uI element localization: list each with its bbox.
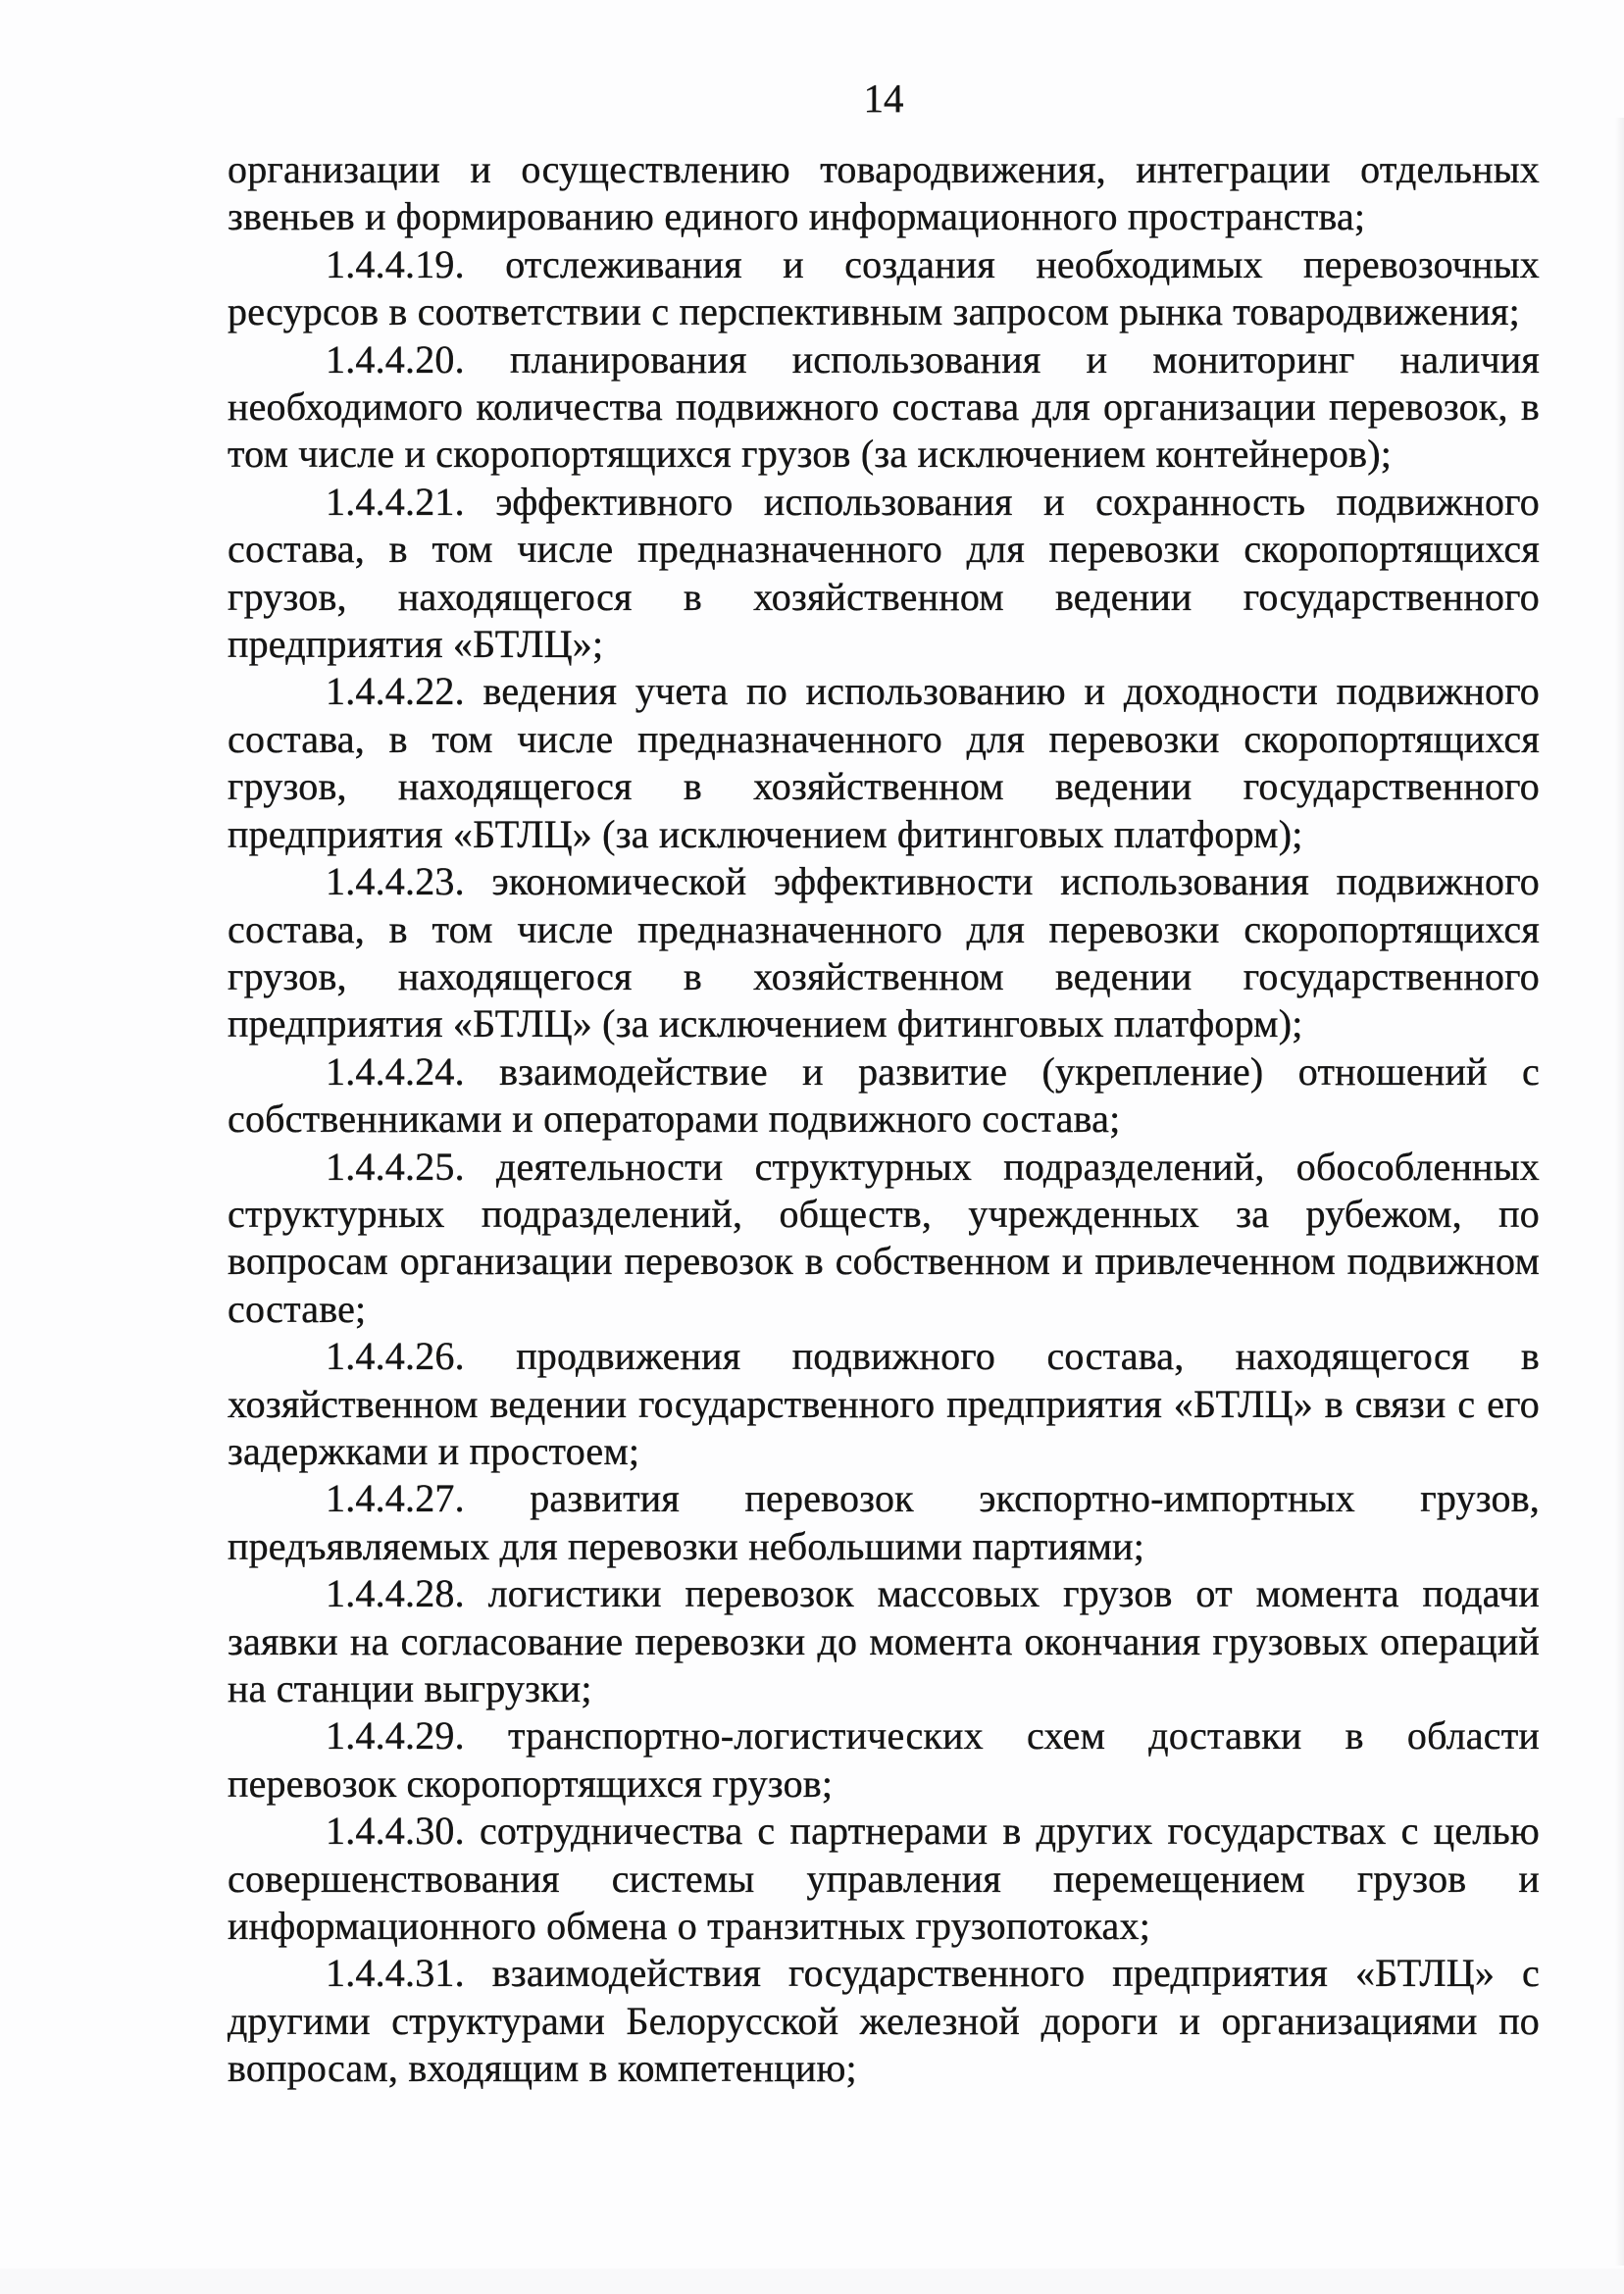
clause-paragraph-1-4-4-20 [228, 336, 1540, 479]
clause-number: 1.4.4.25. [326, 1144, 465, 1189]
clause-number: 1.4.4.21. [326, 479, 465, 524]
clause-number: 1.4.4.27. [326, 1476, 465, 1521]
clause-number: 1.4.4.28. [326, 1571, 465, 1616]
clause-paragraph-1-4-4-29 [228, 1712, 1540, 1808]
page-number: 14 [863, 76, 904, 121]
clause-text: организации и осуществлению товародвижения, интеграции отдельных звеньев и формированию единого информационного пространства; [228, 147, 1540, 239]
clause-number: 1.4.4.19. [326, 241, 465, 286]
clause-text: эффективного использования и сохранность подвижного состава, в том числе предназначенного для перевозки скоропортящихся грузов, находящегося в хозяйственном ведении государственного предприятия «БТЛЦ»; [228, 479, 1540, 667]
clause-text: продвижения подвижного состава, находящегося в хозяйственном ведении государственного предприятия «БТЛЦ» в связи с его задержками и простоем; [228, 1334, 1540, 1473]
clause-paragraph-1-4-4-23 [228, 858, 1540, 1048]
document-body [228, 146, 1540, 2093]
clause-number: 1.4.4.24. [326, 1048, 465, 1094]
clause-paragraph-1-4-4-19 [228, 241, 1540, 336]
clause-paragraph-1-4-4-26 [228, 1333, 1540, 1475]
clause-text: логистики перевозок массовых грузов от момента подачи заявки на согласование перевозки до момента окончания грузовых операций на станции выгрузки; [228, 1571, 1540, 1710]
clause-paragraph-1-4-4-31 [228, 1950, 1540, 2092]
clause-number: 1.4.4.20. [326, 336, 465, 382]
clause-text: отслеживания и создания необходимых перевозочных ресурсов в соответствии с перспективным запросом рынка товародвижения; [228, 241, 1540, 334]
clause-number: 1.4.4.30. [326, 1809, 465, 1854]
clause-text: развития перевозок экспортно-импортных грузов, предъявляемых для перевозки небольшими партиями; [228, 1476, 1541, 1568]
clause-text: ведения учета по использованию и доходности подвижного состава, в том числе предназначенного для перевозки скоропортящихся грузов, находящегося в хозяйственном ведении государственного предприятия «БТЛЦ» (за исключением фитинговых платформ); [228, 669, 1541, 856]
clause-text: планирования использования и мониторинг наличия необходимого количества подвижного состава для организации перевозок, в том числе и скоропортящихся грузов (за исключением контейнеров); [228, 336, 1540, 477]
clause-paragraph-1-4-4-27 [228, 1475, 1540, 1570]
clause-number: 1.4.4.23. [326, 859, 465, 904]
clause-text: экономической эффективности использования подвижного состава, в том числе предназначенного для перевозки скоропортящихся грузов, находящегося в хозяйственном ведении государственного предприятия «БТЛЦ» (за исключением фитинговых платформ); [228, 859, 1541, 1046]
clause-number: 1.4.4.22. [326, 669, 465, 714]
scan-bottom-band [0, 2269, 1624, 2294]
clause-paragraph-continuation [228, 146, 1540, 241]
clause-text: сотрудничества с партнерами в других государствах с целью совершенствования системы управления перемещением грузов и информационного обмена о транзитных грузопотоках; [228, 1809, 1540, 1949]
clause-number: 1.4.4.26. [326, 1334, 465, 1379]
clause-paragraph-1-4-4-28 [228, 1570, 1540, 1712]
clause-paragraph-1-4-4-22 [228, 668, 1540, 858]
clause-text: транспортно-логистических схем доставки в области перевозок скоропортящихся грузов; [228, 1713, 1541, 1806]
clause-paragraph-1-4-4-24 [228, 1048, 1540, 1144]
clause-paragraph-1-4-4-30 [228, 1808, 1540, 1950]
clause-number: 1.4.4.29. [326, 1713, 465, 1759]
clause-paragraph-1-4-4-21 [228, 479, 1540, 669]
clause-number: 1.4.4.31. [326, 1951, 465, 1996]
clause-text: деятельности структурных подразделений, обособленных структурных подразделений, обществ, учрежденных за рубежом, по вопросам организации перевозок в собственном и привлеченном подвижном составе; [228, 1144, 1540, 1331]
clause-paragraph-1-4-4-25 [228, 1144, 1540, 1334]
clause-text: взаимодействие и развитие (укрепление) отношений с собственниками и операторами подвижного состава; [228, 1048, 1540, 1142]
clause-text: взаимодействия государственного предприятия «БТЛЦ» с другими структурами Белорусской железной дороги и организациями по вопросам, входящим в компетенцию; [228, 1951, 1540, 2091]
scan-edge-shadow [1615, 118, 1624, 2266]
